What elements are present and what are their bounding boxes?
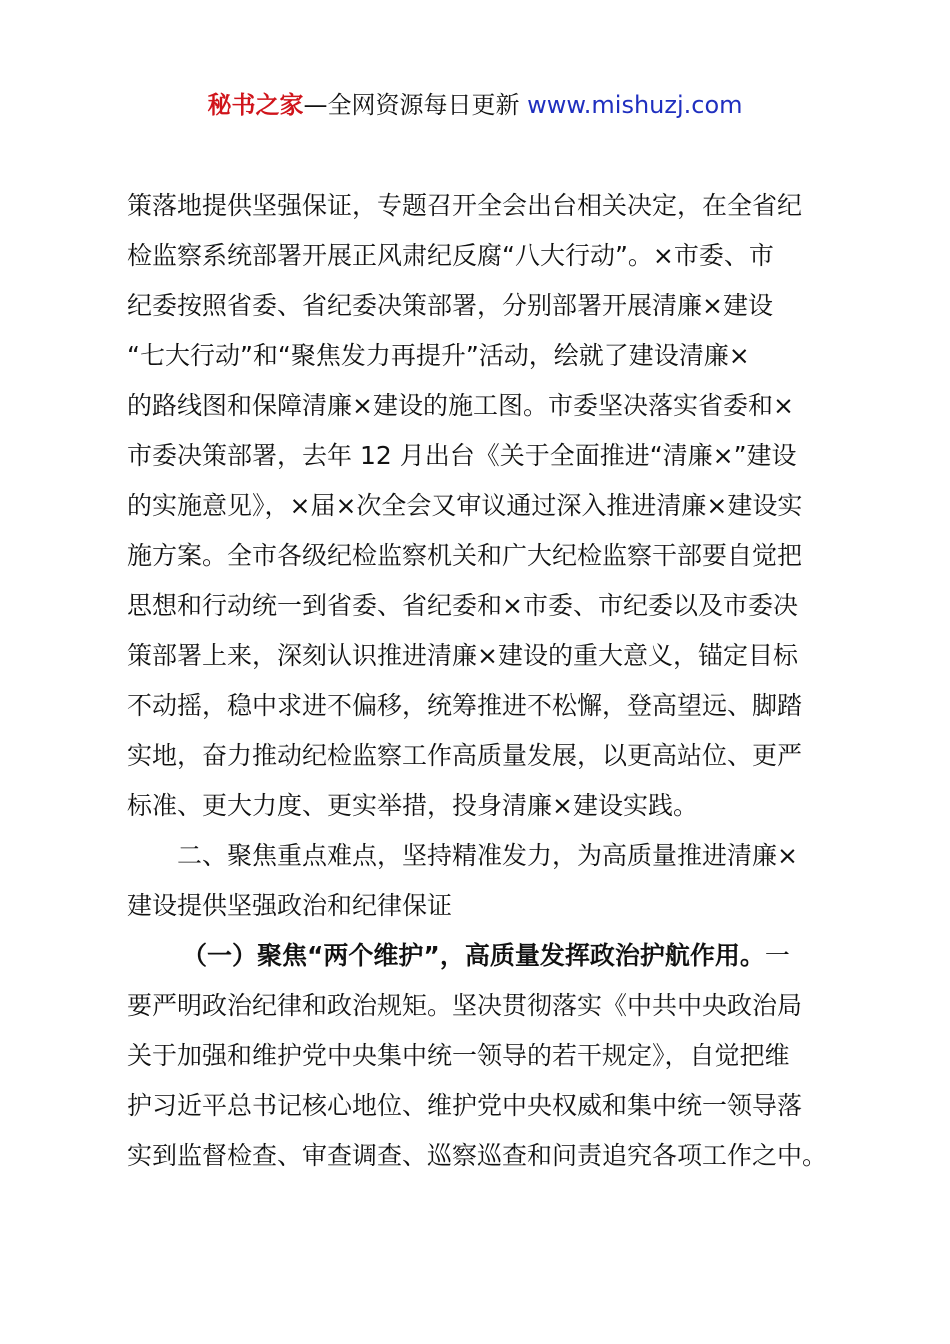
paragraph-line: 策部署上来，深刻认识推进清廉×建设的重大意义，锚定目标 [127,641,798,670]
paragraph-line: 检监察系统部署开展正风肃纪反腐“八大行动”。×市委、市 [127,241,774,270]
sub-heading: （一）聚焦“两个维护”，高质量发挥政治护航作用。 [182,941,765,970]
paragraph-line: 的实施意见》，×届×次全会又审议通过深入推进清廉×建设实 [127,491,803,520]
paragraph-line: 市委决策部署，去年 12 月出台《关于全面推进“清廉×”建设 [127,441,797,470]
paragraph-line: 施方案。全市各级纪检监察机关和广大纪检监察干部要自觉把 [127,541,803,570]
sub-heading-line [127,931,837,981]
paragraph-line: 实到监督检查、审查调查、巡察巡查和问责追究各项工作之中。 [127,1141,828,1170]
site-url[interactable]: www.mishuzj.com [527,91,743,119]
paragraph-line: 护习近平总书记核心地位、维护党中央权威和集中统一领导落 [127,1091,803,1120]
section-heading-continued: 建设提供坚强政治和纪律保证 [127,891,453,920]
sub-heading-continuation: 一 [764,941,790,970]
paragraph-line: “七大行动”和“聚焦发力再提升”活动，绘就了建设清廉× [127,341,750,370]
paragraph-line: 标准、更大力度、更实举措，投身清廉×建设实践。 [127,791,698,820]
header-slogan: —全网资源每日更新 [303,91,528,119]
paragraph-line: 思想和行动统一到省委、省纪委和×市委、市纪委以及市委决 [127,591,798,620]
paragraph-line: 要严明政治纪律和政治规矩。坚决贯彻落实《中共中央政治局 [127,991,803,1020]
paragraph-line: 纪委按照省委、省纪委决策部署，分别部署开展清廉×建设 [127,291,773,320]
document-body [127,181,837,1181]
section-heading: 二、聚焦重点难点，坚持精准发力，为高质量推进清廉× [177,841,798,870]
site-header [0,88,950,122]
paragraph-line: 实地，奋力推动纪检监察工作高质量发展，以更高站位、更严 [127,741,803,770]
paragraph-line: 不动摇，稳中求进不偏移，统筹推进不松懈，登高望远、脚踏 [127,691,803,720]
paragraph-line: 策落地提供坚强保证，专题召开全会出台相关决定，在全省纪 [127,191,803,220]
paragraph-line: 的路线图和保障清廉×建设的施工图。市委坚决落实省委和× [127,391,794,420]
paragraph-line: 关于加强和维护党中央集中统一领导的若干规定》，自觉把维 [127,1041,790,1070]
brand-name: 秘书之家 [207,91,304,119]
